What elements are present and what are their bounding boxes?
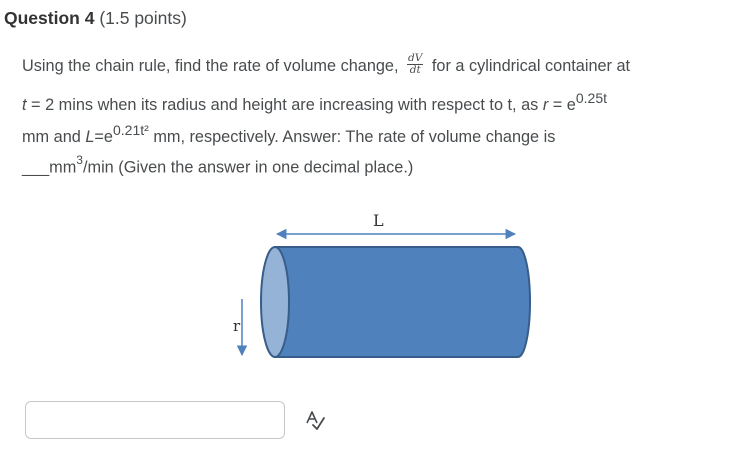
variable-L: L bbox=[85, 128, 95, 146]
radius-label: r bbox=[233, 317, 241, 335]
answer-input[interactable] bbox=[25, 401, 285, 439]
text-segment: mm and bbox=[22, 128, 86, 146]
question-points: (1.5 points) bbox=[99, 8, 187, 28]
question-text bbox=[22, 50, 742, 178]
cylinder-body bbox=[275, 247, 530, 357]
text-segment: /min (Given the answer in one decimal place.) bbox=[82, 158, 414, 177]
question-number: Question 4 bbox=[4, 8, 95, 28]
question-line-1 bbox=[22, 50, 742, 82]
text-segment: Using the chain rule, find the rate of volume change, bbox=[22, 57, 399, 75]
dv-dt-fraction bbox=[407, 53, 423, 76]
text-segment: = e bbox=[548, 96, 576, 114]
question-line-3 bbox=[22, 114, 742, 146]
question-line-4 bbox=[22, 146, 742, 178]
length-label: L bbox=[373, 211, 384, 230]
fraction-numerator: dV bbox=[408, 52, 423, 65]
cylinder-end-cap bbox=[261, 247, 289, 357]
text-segment: for a cylindrical container at bbox=[431, 57, 631, 75]
radius-exponent: 0.25t bbox=[575, 90, 608, 106]
variable-r: r bbox=[542, 96, 549, 114]
spellcheck-icon[interactable] bbox=[304, 409, 326, 431]
variable-t: t bbox=[22, 96, 27, 114]
question-header bbox=[4, 8, 187, 29]
text-segment: =e bbox=[94, 128, 113, 146]
text-segment: = 2 mins when its radius and height are increasing with respect to t, as bbox=[26, 96, 543, 114]
question-line-2 bbox=[22, 82, 742, 114]
text-segment: mm, respectively. Answer: The rate of volume change is bbox=[148, 128, 556, 146]
cylinder-diagram bbox=[220, 205, 540, 365]
text-segment: mm bbox=[49, 158, 77, 177]
unit-exponent: 3 bbox=[76, 153, 83, 167]
fraction-denominator: dt bbox=[409, 64, 421, 77]
length-exponent: 0.21t² bbox=[112, 122, 149, 138]
answer-blank: ___ bbox=[22, 158, 50, 177]
